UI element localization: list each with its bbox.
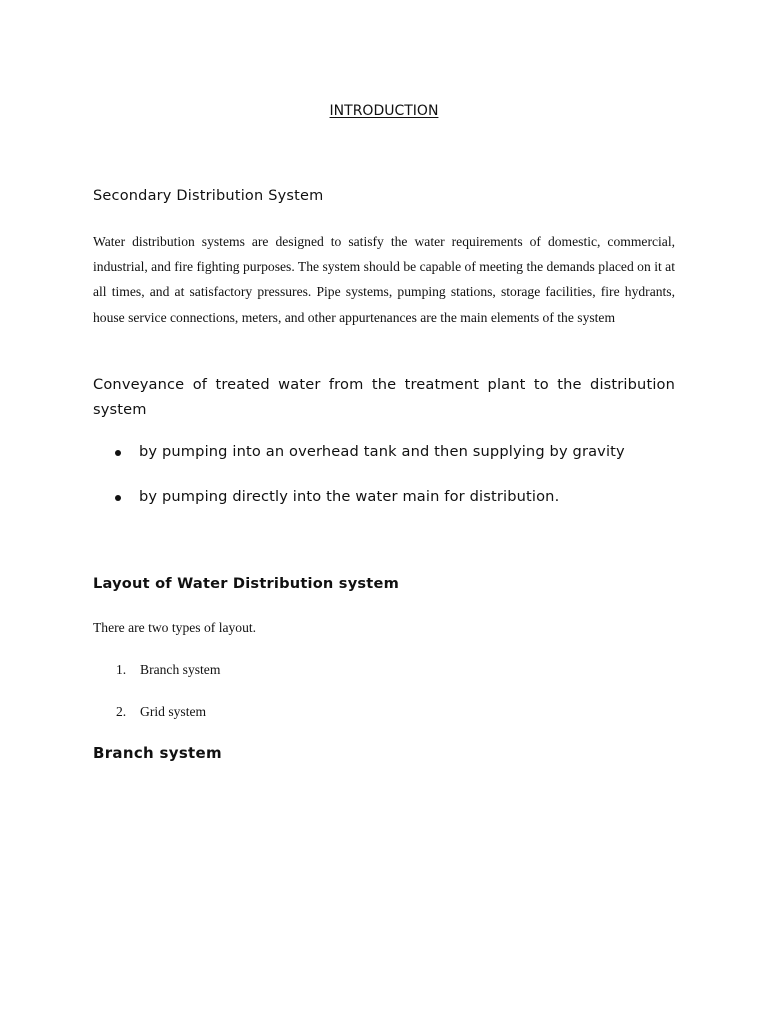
paragraph-water-distribution: Water distribution systems are designed to satisfy the water requirements of domestic, commercial, industrial, and fire fighting purposes. The system should be capable of meeting the demands placed on it at all times, and at satisfactory pressures. Pipe systems, pumping stations, storage facilities, fire hydrants, house service connections, meters, and other appurtenances are the main elements of the system: [93, 234, 675, 325]
bullet-text: by pumping directly into the water main for distribution.: [139, 488, 560, 505]
layout-intro-text: There are two types of layout.: [93, 620, 257, 635]
heading-conveyance: Conveyance of treated water from the treatment plant to the distribution system: [93, 376, 675, 418]
numbered-list-item: [116, 704, 206, 720]
numbered-list-item: [116, 662, 220, 678]
bullet-icon: [115, 495, 121, 501]
list-text: Grid system: [140, 704, 207, 719]
document-title: INTRODUCTION: [329, 103, 439, 119]
bullet-list-item: [115, 488, 559, 505]
bullet-icon: [115, 450, 121, 456]
list-number: 1.: [116, 662, 127, 677]
heading-layout: Layout of Water Distribution system: [93, 575, 399, 592]
list-number: 2.: [116, 704, 127, 719]
heading-branch-system: Branch system: [93, 744, 222, 762]
list-text: Branch system: [140, 662, 221, 677]
heading-secondary-distribution: Secondary Distribution System: [93, 188, 324, 204]
bullet-text: by pumping into an overhead tank and then supplying by gravity: [139, 443, 625, 460]
bullet-list-item: [115, 443, 625, 460]
